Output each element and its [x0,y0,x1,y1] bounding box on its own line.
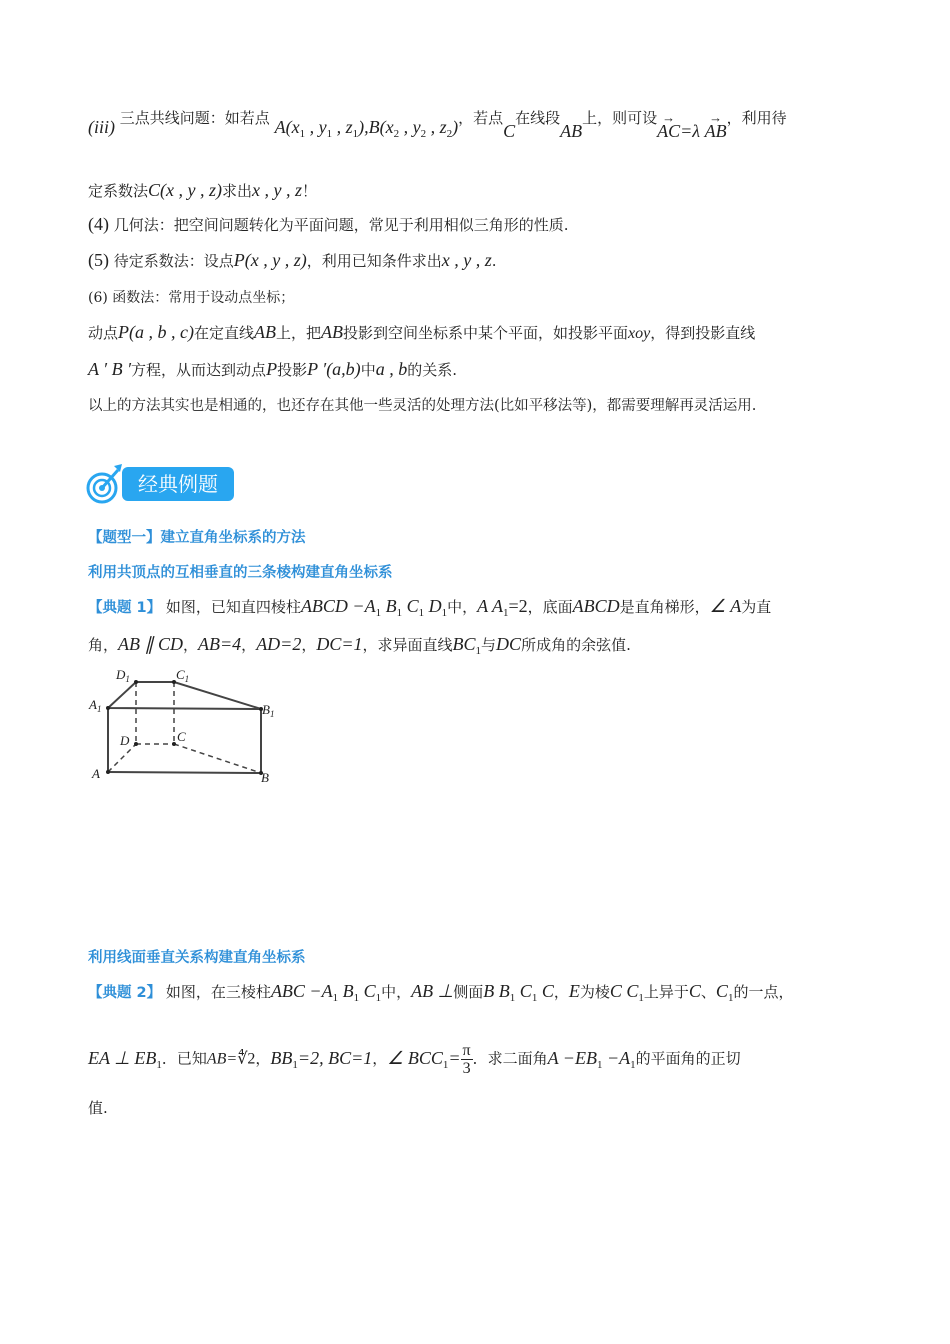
bb1-value: $BB_1=2$, BC=1 [270,1047,373,1071]
target-arrow-icon [86,462,126,506]
point-p-prime: P ′ [307,359,327,379]
text: 定系数法 [88,182,149,200]
text: ， [553,983,569,1001]
segment-ab: AB [560,121,583,141]
text: 侧面 [453,983,484,1001]
text: ，求异面直线 [362,636,453,654]
text: 上，则可设 [582,109,658,127]
undetermined-coef-method [88,250,497,271]
ab-value: AB=∜2 [206,1050,256,1068]
coord: (a,b) [326,359,361,379]
text: 与 [481,636,497,654]
label-a: A [92,766,100,781]
text: 上异于 [643,983,689,1001]
point-e: E [568,981,580,1001]
function-method [88,288,294,308]
text: 三点共线问题：如若点 [119,109,270,127]
section-badge: 经典例题 [122,467,234,501]
base: ABCD [572,596,620,616]
label-b1: $B_1$ [262,702,275,719]
text: 的关系. [407,361,457,379]
text: 中， [447,598,478,616]
point-c1: $C_1$ [715,981,734,1004]
text: 方程，从而达到动点 [131,361,267,379]
xyz: x , y , z [441,250,492,270]
text: ，利用已知条件求出 [306,252,442,270]
example-2-line-1 [88,981,793,1008]
text: 中， [381,983,412,1001]
text: 待定系数法：设点 [113,252,234,270]
plane-xoy: xoy [628,325,651,342]
text: ，利用待 [726,109,787,127]
text: ， [372,1049,388,1068]
label-a1: $A_1$ [89,697,102,714]
text: 投影 [277,361,308,379]
text: 上，把 [276,324,322,342]
text: 在定直线 [194,324,255,342]
example-1-line-2 [88,634,631,661]
perp: AB ⊥ [411,981,454,1001]
text: ，若点 [458,109,504,127]
method-heading-2: 利用线面垂直关系构建直角坐标系 [88,950,306,966]
line-a-b-prime: A ′ B ′ [88,359,132,379]
length-dc: DC=1 [316,634,363,654]
point-p: P [118,322,130,342]
coord: (a , b , c) [129,322,194,342]
face: B $B_1$ $C_1$ C [483,981,554,1004]
text: 中 [360,361,376,379]
line-bc1: $BC_1$ [452,634,482,657]
prism-figure [85,662,285,792]
angle-bcc1: ∠ $BCC_1=$ [387,1047,461,1071]
point-c: C [503,121,516,141]
label-c1: $C_1$ [176,667,190,684]
text: 动点 [88,324,119,342]
label-d1: $D_1$ [116,667,130,684]
text: 、 [700,983,716,1001]
text: 如图，在三棱柱 [165,983,271,1001]
text: 在线段 [515,109,561,127]
angle-a: ∠ A [709,596,742,616]
length-ad: AD=2 [256,634,302,654]
point-c: C [148,180,161,200]
parallel: AB ∥ CD [118,634,184,654]
projection-line [88,359,457,380]
ab: a , b [375,359,408,379]
text: ．已知 [161,1049,207,1068]
example-tag: 【典题 1】 [88,600,162,616]
collinear-line [88,109,787,144]
text: ， [301,636,317,654]
text: ， [255,1049,271,1068]
text: 角， [88,636,119,654]
vector-eq: → AC=λ → AB [657,121,726,141]
label-b: B [261,770,269,785]
example-tag: 【典题 2】 [88,985,162,1001]
ea-perp: EA ⊥ $EB_1$ [88,1047,162,1071]
text: 的一点， [733,983,794,1001]
label-d: D [120,733,130,748]
label-c: C [177,729,186,744]
item-number: (4) [88,214,109,234]
point-a: $A(x_1$ , $y_1$ , $z_1),B(x_2$ , $y_2$ , $z_2$) [274,117,459,140]
example-2-line-3 [88,1098,108,1118]
text: . [491,252,497,270]
moving-point-line [88,322,755,344]
point-p: P [266,359,278,379]
coord: (x , y , z) [160,180,223,200]
length-ab: AB=4 [198,634,242,654]
text: 投影到空间坐标系中某个平面，如投影平面 [343,324,629,342]
summary-line [88,396,756,416]
text: 是直角梯形， [619,598,710,616]
text: 如图，已知直四棱柱 [165,598,301,616]
line-dc: DC [496,634,522,654]
text: 所成角的余弦值. [521,636,631,654]
text: 为棱 [579,983,610,1001]
text: 几何法：把空间问题转化为平面问题，常见于利用相似三角形的性质. [113,216,569,234]
text: 值. [88,1099,108,1117]
point-p: P [233,250,245,270]
example-1-line-1 [88,596,771,623]
type-heading: 【题型一】建立直角坐标系的方法 [88,530,306,546]
prism: ABCD $-A_1$ $B_1$ $C_1$ $D_1$ [300,596,448,619]
line-ab: AB [321,322,344,342]
point-c: C [688,981,701,1001]
text: ，得到投影直线 [650,324,756,342]
text: ，底面 [527,598,573,616]
aa1: A $A_1$ [477,596,509,619]
xyz: x , y , z [252,180,303,200]
value: =2 [508,596,528,616]
fraction-pi-3: $\frac{\pi}{3}$ [462,1042,471,1077]
dihedral: $A -EB_1 -A_1$ [547,1047,636,1071]
text: ， [183,636,199,654]
text: 以上的方法其实也是相通的，也还存在其他一些灵活的处理方法(比如平移法等)，都需要理解再灵活运用. [88,398,757,414]
prism: ABC $-A_1$ $B_1$ $C_1$ [270,981,382,1004]
method-heading: 利用共顶点的互相垂直的三条棱构建直角坐标系 [88,565,393,581]
text: ， [241,636,257,654]
text: (6) 函数法：常用于设动点坐标； [88,290,295,306]
undetermined-line [88,180,317,201]
text: 为直 [741,598,772,616]
geometry-method [88,214,569,235]
example-2-line-2 [88,1042,741,1077]
text: ！ [302,182,318,200]
edge-cc1: C $C_1$ [609,981,644,1004]
line-ab: AB [254,322,277,342]
coord: (x , y , z) [244,250,307,270]
text: 的平面角的正切 [635,1049,741,1068]
text: ．求二面角 [472,1049,548,1068]
text: 求出 [222,182,253,200]
item-label: (iii) [88,117,115,137]
item-number: (5) [88,250,109,270]
